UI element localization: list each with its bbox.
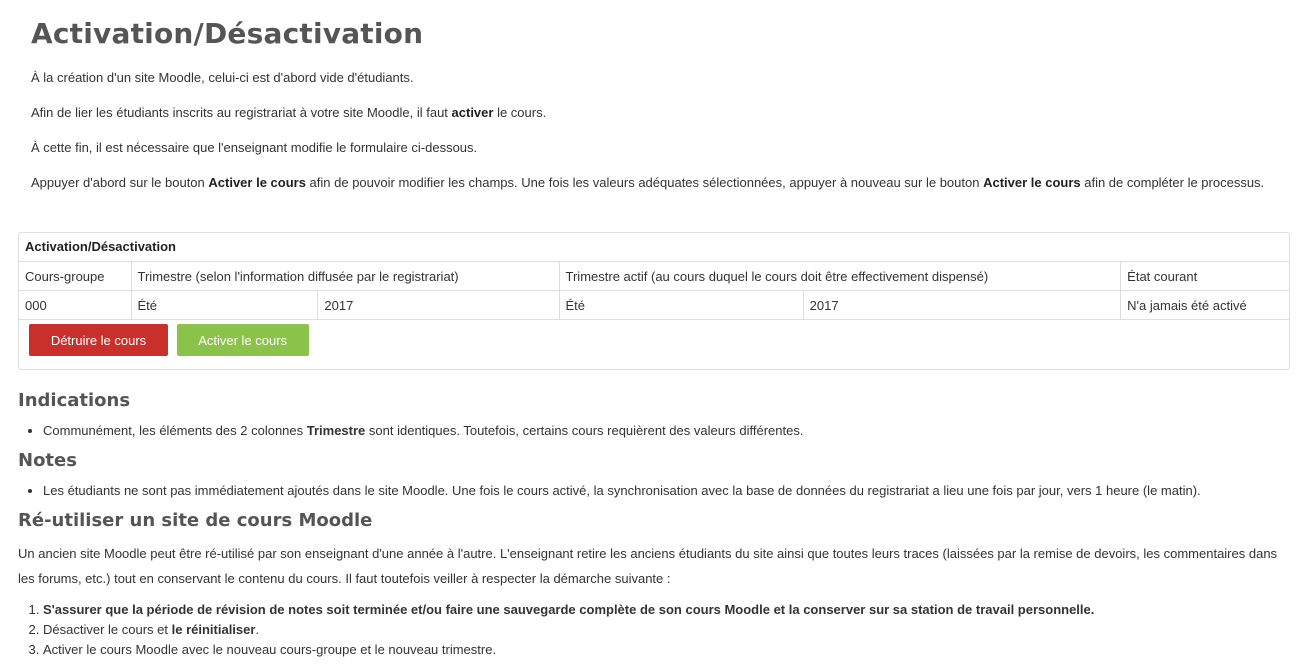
indications-list [18, 421, 803, 441]
intro-paragraph-3: À cette fin, il est nécessaire que l'enseignant modifie le formulaire ci-dessous. [31, 140, 478, 155]
reuse-steps-list [18, 600, 1094, 660]
list-item: 3. Activer le cours Moodle avec le nouveau cours-groupe et le nouveau trimestre. [43, 640, 1094, 660]
intro-paragraph-2: Afin de lier les étudiants inscrits au registrariat à votre site Moodle, il faut activer le cours. [31, 105, 547, 120]
activate-course-button[interactable]: Activer le cours [177, 324, 309, 356]
cell-actif-annee[interactable]: 2017 [803, 291, 1121, 320]
header-trimestre-actif: Trimestre actif (au cours duquel le cours doit être effectivement dispensé) [559, 262, 1121, 291]
cell-cours-groupe: 000 [19, 291, 131, 320]
cell-trimestre-annee[interactable]: 2017 [318, 291, 559, 320]
reuse-paragraph: Un ancien site Moodle peut être ré-utilisé par son enseignant d'une année à l'autre. L'enseignant retire les anciens étudiants du site ainsi que toutes leurs traces (laissées par la remise de devoirs, les commentaires dans les forums, etc.) tout en conservant le contenu du cours. Il faut toutefois veiller à respecter la démarche suivante : [18, 546, 1278, 586]
header-etat-courant: État courant [1121, 262, 1289, 291]
list-item: 1. S'assurer que la période de révision de notes soit terminée et/ou faire une sauvegarde complète de son cours Moodle et la conserver sur sa station de travail personnelle. [43, 600, 1094, 620]
header-cours-groupe: Cours-groupe [19, 262, 131, 291]
table-header-row [19, 262, 1289, 291]
list-item: • Communément, les éléments des 2 colonnes Trimestre sont identiques. Toutefois, certains cours requièrent des valeurs différentes. [43, 421, 803, 441]
cell-trimestre-saison[interactable]: Été [131, 291, 318, 320]
activation-table [19, 261, 1289, 320]
list-item: • Les étudiants ne sont pas immédiatement ajoutés dans le site Moodle. Une fois le cours activé, la synchronisation avec la base de données du registrariat a lieu une fois par jour, vers 1 heure (le matin). [43, 481, 1201, 501]
cell-etat-courant: N'a jamais été activé [1121, 291, 1289, 320]
cell-actif-saison[interactable]: Été [559, 291, 803, 320]
panel-title: Activation/Désactivation [25, 239, 176, 254]
table-row [19, 291, 1289, 320]
page-title: Activation/Désactivation [31, 17, 424, 50]
reuse-heading: Ré-utiliser un site de cours Moodle [18, 510, 373, 531]
destroy-course-button[interactable]: Détruire le cours [29, 324, 168, 356]
header-trimestre: Trimestre (selon l'information diffusée par le registrariat) [131, 262, 559, 291]
indications-heading: Indications [18, 390, 131, 411]
activation-panel [18, 232, 1290, 370]
notes-heading: Notes [18, 450, 77, 471]
list-item: 2. Désactiver le cours et le réinitialiser. [43, 620, 1094, 640]
intro-paragraph-4: Appuyer d'abord sur le bouton Activer le cours afin de pouvoir modifier les champs. Une fois les valeurs adéquates sélectionnées, appuyer à nouveau sur le bouton Activer le cours afin de compléter le processus. [31, 175, 1265, 190]
intro-paragraph-1: À la création d'un site Moodle, celui-ci est d'abord vide d'étudiants. [31, 70, 414, 85]
notes-list [18, 481, 1201, 501]
button-group [29, 324, 314, 356]
